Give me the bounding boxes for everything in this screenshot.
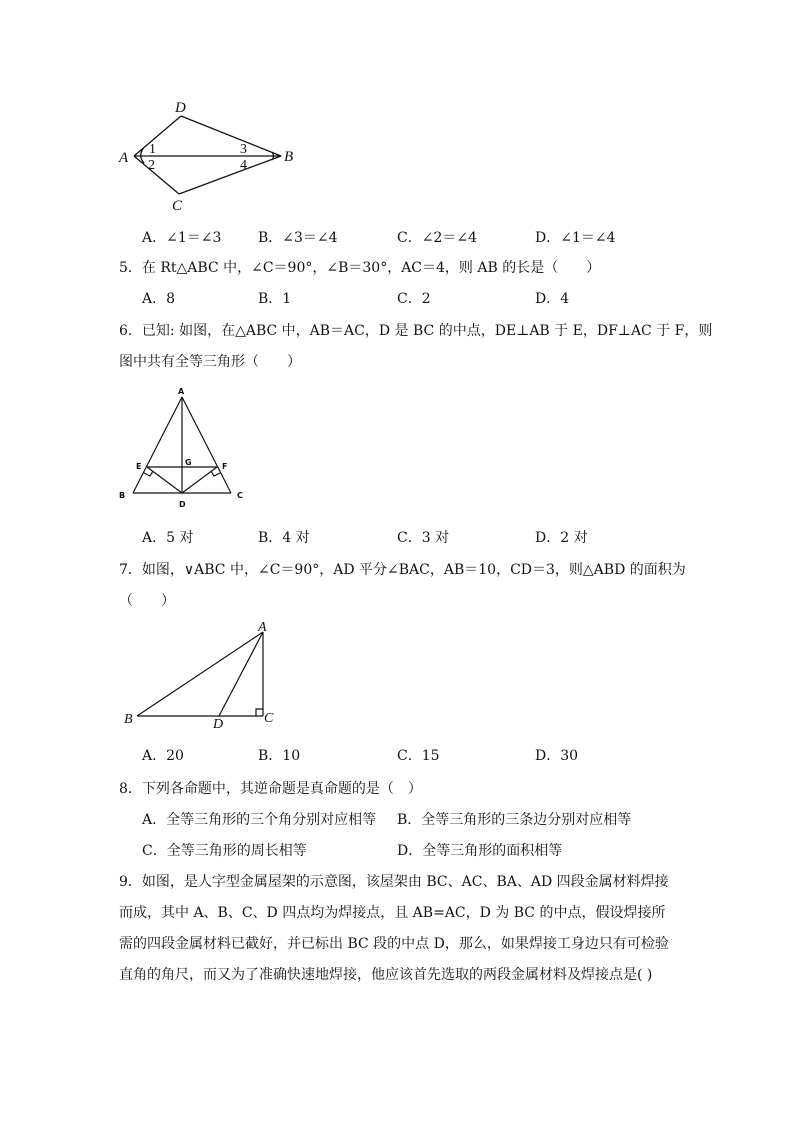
right-triangle-figure-q7 <box>120 618 290 734</box>
segment-bc <box>179 156 281 194</box>
label-d: D <box>213 717 224 732</box>
q8-option-a[interactable]: A．全等三角形的三个角分别对应相等 <box>142 812 377 828</box>
label-f: F <box>222 462 228 471</box>
q8-option-d[interactable]: D．全等三角形的面积相等 <box>397 843 563 859</box>
label-d: D <box>179 500 186 509</box>
angle-label-1: 1 <box>149 142 156 157</box>
kite-figure-q4 <box>115 98 315 216</box>
q9-paragraph: 9．如图，是人字型金属屋架的示意图，该屋架由 BC、AC、BA、AD 四段金属材料焊接而成，其中 A、B、C、D 四点均为焊接点，且 AB=AC，D 为 BC 的中点，假设焊接所需的四段金属材料已截好，并已标出 BC 段的中点 D，那么，如果焊接工身边只有可检验直角的角尺，而又为了准确快速地焊接，他应该首先选取的两段金属材料及焊接点是( ) <box>119 874 669 983</box>
segment-df <box>182 467 217 493</box>
label-c: C <box>172 198 183 214</box>
q5-option-c[interactable]: C．2 <box>397 291 431 307</box>
angle-label-3: 3 <box>240 142 247 157</box>
label-a: A <box>178 387 185 396</box>
q4-option-a[interactable]: A．∠1＝∠3 <box>142 230 222 246</box>
q6-option-c[interactable]: C．3 对 <box>397 530 450 546</box>
q8-option-b[interactable]: B．全等三角形的三条边分别对应相等 <box>397 812 632 828</box>
label-b: B <box>124 712 133 727</box>
segment-ad <box>219 632 263 716</box>
label-a: A <box>258 620 267 635</box>
segment-ca <box>134 156 179 194</box>
label-e: E <box>136 462 142 471</box>
q4-option-d[interactable]: D．∠1＝∠4 <box>535 230 616 246</box>
segment-ab <box>133 397 182 493</box>
label-g: G <box>185 458 192 467</box>
right-angle-mark-e <box>144 471 153 476</box>
angle-label-2: 2 <box>148 158 155 173</box>
q4-option-b[interactable]: B．∠3＝∠4 <box>258 230 338 246</box>
segment-db <box>181 116 281 156</box>
q8-option-c[interactable]: C．全等三角形的周长相等 <box>142 843 307 859</box>
label-c: C <box>264 711 274 726</box>
q4-option-c[interactable]: C．∠2＝∠4 <box>397 230 477 246</box>
q5-option-b[interactable]: B．1 <box>258 291 292 307</box>
q7-option-c[interactable]: C．15 <box>397 748 440 764</box>
q8-stem: 8．下列各命题中，其逆命题是真命题的是（ ） <box>119 781 422 797</box>
q7-stem-line-2: （ ） <box>119 593 175 609</box>
right-angle-mark-f <box>211 471 220 476</box>
q7-option-d[interactable]: D．30 <box>535 748 579 764</box>
q7-option-b[interactable]: B．10 <box>258 748 301 764</box>
label-b: B <box>119 491 126 500</box>
label-a: A <box>119 150 129 166</box>
q7-stem-line-1: 7．如图，∨ABC 中，∠C＝90°，AD 平分∠BAC，AB＝10，CD＝3，则△ABD 的面积为 <box>119 562 686 578</box>
q6-option-b[interactable]: B．4 对 <box>258 530 310 546</box>
q6-option-a[interactable]: A．5 对 <box>142 530 194 546</box>
segment-ad <box>134 116 181 156</box>
segment-de <box>147 467 182 493</box>
label-c: C <box>237 491 243 500</box>
q6-stem-line-1: 6．已知: 如图，在△ABC 中，AB＝AC，D 是 BC 的中点，DE⊥AB 于 E，DF⊥AC 于 F，则 <box>119 323 713 339</box>
label-b: B <box>284 149 294 165</box>
q5-stem: 5．在 Rt△ABC 中，∠C＝90°，∠B＝30°，AC＝4，则 AB 的长是（ ） <box>119 260 601 276</box>
q6-stem-line-2: 图中共有全等三角形（ ） <box>119 354 301 370</box>
q5-option-d[interactable]: D．4 <box>535 291 570 307</box>
isosceles-figure-q6 <box>112 385 252 515</box>
q5-option-a[interactable]: A．8 <box>142 291 176 307</box>
label-d: D <box>175 100 186 116</box>
q7-option-a[interactable]: A．20 <box>142 748 184 764</box>
right-angle-mark-c <box>256 709 263 716</box>
angle-label-4: 4 <box>240 158 247 173</box>
q6-option-d[interactable]: D．2 对 <box>535 530 588 546</box>
segment-ac <box>182 397 231 493</box>
segment-ab <box>137 632 263 716</box>
